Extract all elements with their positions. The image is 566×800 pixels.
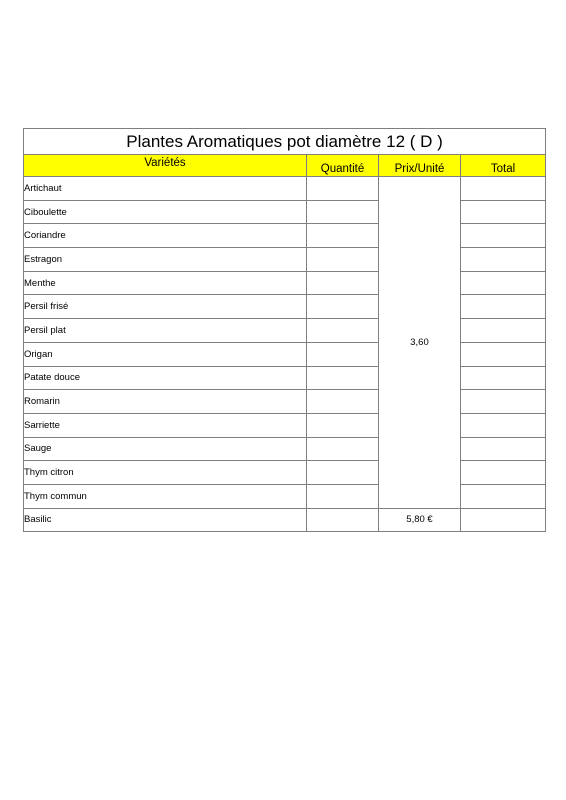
quantity-cell[interactable] xyxy=(307,271,379,295)
quantity-cell[interactable] xyxy=(307,508,379,531)
table-row xyxy=(24,461,546,485)
total-cell[interactable] xyxy=(461,342,546,366)
item-list xyxy=(24,177,546,532)
total-cell[interactable] xyxy=(461,366,546,390)
total-cell[interactable] xyxy=(461,319,546,343)
order-sheet xyxy=(23,128,545,532)
table-row xyxy=(24,271,546,295)
table-row xyxy=(24,342,546,366)
quantity-cell[interactable] xyxy=(307,342,379,366)
column-header-prix: Prix/Unité xyxy=(379,155,461,177)
header-row xyxy=(24,155,546,177)
variety-name: Thym citron xyxy=(24,461,307,485)
table-row xyxy=(24,319,546,343)
quantity-cell[interactable] xyxy=(307,295,379,319)
variety-name: Romarin xyxy=(24,390,307,414)
quantity-cell[interactable] xyxy=(307,413,379,437)
column-header-quantite: Quantité xyxy=(307,155,379,177)
quantity-cell[interactable] xyxy=(307,484,379,508)
quantity-cell[interactable] xyxy=(307,366,379,390)
total-cell[interactable] xyxy=(461,295,546,319)
total-cell[interactable] xyxy=(461,484,546,508)
table-row xyxy=(24,224,546,248)
variety-name: Persil plat xyxy=(24,319,307,343)
total-cell[interactable] xyxy=(461,200,546,224)
quantity-cell[interactable] xyxy=(307,248,379,272)
quantity-cell[interactable] xyxy=(307,437,379,461)
table-row xyxy=(24,248,546,272)
variety-name: Thym commun xyxy=(24,484,307,508)
quantity-cell[interactable] xyxy=(307,200,379,224)
variety-name: Patate douce xyxy=(24,366,307,390)
variety-name: Persil frisé xyxy=(24,295,307,319)
total-cell[interactable] xyxy=(461,224,546,248)
table-row xyxy=(24,366,546,390)
basilic-price-cell: 5,80 € xyxy=(379,508,461,531)
total-cell[interactable] xyxy=(461,248,546,272)
variety-name: Ciboulette xyxy=(24,200,307,224)
variety-name: Estragon xyxy=(24,248,307,272)
table-row xyxy=(24,484,546,508)
table-row xyxy=(24,295,546,319)
variety-name: Origan xyxy=(24,342,307,366)
variety-name: Basilic xyxy=(24,508,307,531)
order-table xyxy=(23,128,546,532)
total-cell[interactable] xyxy=(461,390,546,414)
table-row xyxy=(24,390,546,414)
quantity-cell[interactable] xyxy=(307,461,379,485)
table-title: Plantes Aromatiques pot diamètre 12 ( D ) xyxy=(24,129,546,155)
total-cell[interactable] xyxy=(461,271,546,295)
column-header-varietes: Variétés xyxy=(24,155,307,177)
total-cell[interactable] xyxy=(461,177,546,201)
table-row xyxy=(24,413,546,437)
table-row xyxy=(24,177,546,201)
total-cell[interactable] xyxy=(461,437,546,461)
quantity-cell[interactable] xyxy=(307,224,379,248)
quantity-cell[interactable] xyxy=(307,177,379,201)
column-header-total: Total xyxy=(461,155,546,177)
shared-price-cell: 3,60 xyxy=(379,177,461,509)
variety-name: Coriandre xyxy=(24,224,307,248)
table-row xyxy=(24,200,546,224)
quantity-cell[interactable] xyxy=(307,390,379,414)
table-row xyxy=(24,437,546,461)
quantity-cell[interactable] xyxy=(307,319,379,343)
total-cell[interactable] xyxy=(461,413,546,437)
variety-name: Sauge xyxy=(24,437,307,461)
total-cell[interactable] xyxy=(461,508,546,531)
variety-name: Artichaut xyxy=(24,177,307,201)
total-cell[interactable] xyxy=(461,461,546,485)
table-row-basilic xyxy=(24,508,546,531)
variety-name: Sarriette xyxy=(24,413,307,437)
variety-name: Menthe xyxy=(24,271,307,295)
